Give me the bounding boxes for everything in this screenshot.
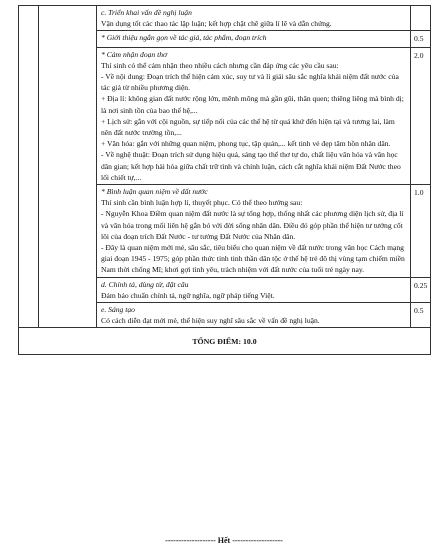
criterion-text: Vận dụng tốt các thao tác lập luận; kết hợp chặt chẽ giữa lí lẽ và dẫn chứng.	[101, 19, 332, 29]
criterion-text: + Địa lí: không gian đất nước rộng lớn, mênh mông mà gần gũi, thân quen; thiêng liêng mà bình dị; là nơi sinh tồn của bao thế hệ,...	[101, 94, 404, 115]
total-score: TỔNG ĐIỂM: 10.0	[19, 328, 431, 355]
criterion-text: + Lịch sử: gắn với cội nguồn, sự tiếp nối của các thế hệ từ quá khứ đến hiện tại và tương lai, làm nên đất nước trường tồn,...	[101, 116, 395, 138]
criterion-text: Đảm bảo chuẩn chính tả, ngữ nghĩa, ngữ pháp tiếng Việt.	[101, 290, 275, 300]
score-cell: 0.5	[411, 303, 431, 328]
table-row	[19, 6, 431, 31]
total-row	[19, 328, 431, 355]
criterion-text: - Về nghệ thuật: Đoạn trích sử dụng hiệu quả, sáng tạo thể thơ tự do, chất liệu văn hóa và văn học dân gian; kết hợp hài hòa giữa chất trữ tình và chính luận, cách cắt nghĩa khái niệm Đất Nước theo lối chiết tự,...	[101, 150, 401, 182]
grading-table	[18, 5, 431, 355]
criterion-text: + Văn hóa: gắn với những quan niệm, phong tục, tập quán,... kết tinh vẻ đẹp tâm hồn nhân dân.	[101, 139, 391, 149]
score-cell: 1.0	[411, 185, 431, 278]
criterion-header: * Bình luận quan niệm về đất nước	[101, 187, 208, 197]
criterion-text: Thí sinh cần bình luận hợp lí, thuyết phục. Có thể theo hướng sau:	[101, 198, 303, 208]
criterion-header: * Cảm nhận đoạn thơ	[101, 49, 168, 59]
end-marker: ------------------- Hết -------------------	[165, 536, 283, 545]
criterion-cell	[97, 6, 411, 31]
question-part-cell	[39, 6, 97, 328]
criterion-text: - Về nội dung: Đoạn trích thể hiện cảm xúc, suy tư và lí giải sâu sắc nghĩa khái niệm đất nước của tác giả từ nhiều phương diện.	[101, 72, 399, 93]
criterion-header: c. Triển khai vấn đề nghị luận	[101, 8, 192, 17]
criterion-cell	[97, 185, 411, 278]
criterion-text: Có cách diễn đạt mới mẻ, thể hiện suy nghĩ sâu sắc về vấn đề nghị luận.	[101, 316, 320, 326]
criterion-cell	[97, 277, 411, 302]
criterion-cell	[97, 31, 411, 47]
score-cell: 0.25	[411, 277, 431, 302]
criterion-cell	[97, 303, 411, 328]
criterion-header: * Giới thiệu ngắn gọn về tác giả, tác phẩm, đoạn trích	[101, 33, 267, 43]
criterion-header: d. Chính tả, dùng từ, đặt câu	[101, 279, 189, 289]
question-number-cell	[19, 6, 39, 328]
criterion-text: - Nguyễn Khoa Điềm quan niệm đất nước là sự tổng hợp, thống nhất các phương diện lịch sử, địa lí và văn hóa trong mối liên hệ gắn bó với đời sống nhân dân. Điều đó góp phần thể hiện tư tưởng cốt lõi của đoạn trích Đất Nước - tư tưởng Đất Nước của Nhân dân.	[101, 209, 404, 241]
criterion-cell	[97, 47, 411, 184]
score-cell	[411, 6, 431, 31]
criterion-text: Thí sinh có thể cảm nhận theo nhiều cách nhưng cần đáp ứng các yêu cầu sau:	[101, 60, 339, 70]
criterion-text: - Đây là quan niệm mới mẻ, sâu sắc, tiêu biểu cho quan niệm về đất nước trong văn học Cách mạng giai đoạn 1945 - 1975; góp phần thức tỉnh tinh thần dân tộc ở thế hệ trẻ đô thị vùng tạm chiếm miền Nam thời chống Mĩ; khơi gợi tình yêu, trách nhiệm với đất nước của tuổi trẻ ngày nay.	[101, 243, 405, 275]
score-cell: 2.0	[411, 47, 431, 184]
score-cell: 0.5	[411, 31, 431, 47]
criterion-header: e. Sáng tạo	[101, 305, 135, 315]
